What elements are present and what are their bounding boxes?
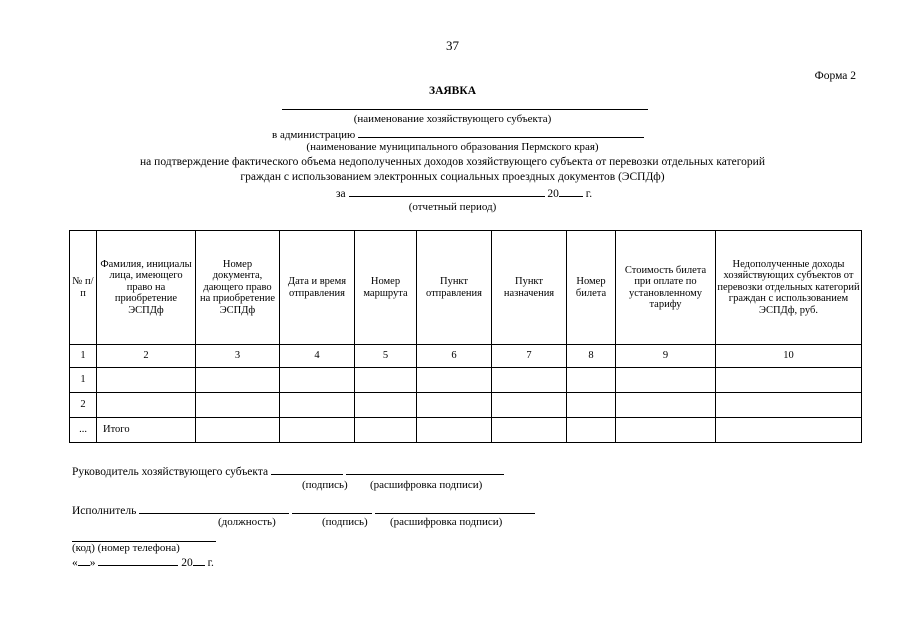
row-number: ... <box>70 418 97 443</box>
table-row <box>70 368 862 393</box>
column-number: 10 <box>716 345 862 368</box>
head-decode-field[interactable] <box>346 464 504 475</box>
column-number: 5 <box>355 345 417 368</box>
executor-position-field[interactable] <box>139 503 289 514</box>
table-cell[interactable] <box>417 393 492 418</box>
date-year: 20 <box>181 557 193 569</box>
executor-sign-field[interactable] <box>292 503 372 514</box>
phone-field[interactable] <box>72 533 216 542</box>
period-suffix: г. <box>585 188 593 200</box>
table-cell[interactable] <box>492 368 567 393</box>
purpose-line-2: граждан с использованием электронных социальных проездных документов (ЭСПДф) <box>240 171 665 183</box>
table-cell[interactable] <box>616 418 716 443</box>
table-cell[interactable] <box>280 393 355 418</box>
admin-field[interactable] <box>358 127 644 138</box>
subject-name-hint: (наименование хозяйствующего субъекта) <box>353 113 552 125</box>
column-number: 8 <box>567 345 616 368</box>
head-signature-row <box>72 464 504 478</box>
row-number: 1 <box>70 368 97 393</box>
form-title: ЗАЯВКА <box>429 85 476 97</box>
header-cell: Пункт назначения <box>492 231 567 345</box>
column-number: 1 <box>70 345 97 368</box>
period-row <box>336 186 592 200</box>
header-cell: № п/п <box>70 231 97 345</box>
table-cell[interactable] <box>280 368 355 393</box>
table-cell[interactable] <box>492 418 567 443</box>
table-cell[interactable] <box>616 393 716 418</box>
table-cell[interactable] <box>716 418 862 443</box>
table-cell[interactable] <box>280 418 355 443</box>
table-cell[interactable] <box>97 368 196 393</box>
total-label: Итого <box>97 418 196 443</box>
header-cell: Номер документа, дающего право на приобретение ЭСПДф <box>196 231 280 345</box>
executor-decode-field[interactable] <box>375 503 535 514</box>
table-cell[interactable] <box>355 368 417 393</box>
header-cell: Пункт отправления <box>417 231 492 345</box>
header-cell: Дата и время отправления <box>280 231 355 345</box>
municipal-hint: (наименование муниципального образования Пермского края) <box>306 141 599 153</box>
subject-name-field[interactable] <box>282 99 648 110</box>
date-day-field[interactable] <box>78 555 90 566</box>
admin-row <box>272 127 644 141</box>
table-cell[interactable] <box>196 393 280 418</box>
column-number: 4 <box>280 345 355 368</box>
column-number: 7 <box>492 345 567 368</box>
head-label: Руководитель хозяйствующего субъекта <box>72 466 269 478</box>
exec-sign-hint: (подпись) <box>322 516 368 528</box>
period-field[interactable] <box>349 186 545 197</box>
date-row <box>72 555 214 569</box>
period-prefix: за <box>336 188 346 200</box>
column-number-row <box>70 345 862 368</box>
header-cell: Номер маршрута <box>355 231 417 345</box>
date-month-field[interactable] <box>98 555 178 566</box>
period-year-field[interactable] <box>559 186 583 197</box>
header-cell: Недополученные доходы хозяйствующих субъектов от перевозки отдельных категорий граждан с использованием ЭСПДф, руб. <box>716 231 862 345</box>
table-cell[interactable] <box>97 393 196 418</box>
phone-hint: (код) (номер телефона) <box>72 542 180 554</box>
table-cell[interactable] <box>417 368 492 393</box>
executor-signature-row <box>72 503 535 517</box>
head-sign-field[interactable] <box>271 464 343 475</box>
table-cell[interactable] <box>567 418 616 443</box>
table-cell[interactable] <box>716 368 862 393</box>
claims-table <box>69 230 862 443</box>
table-cell[interactable] <box>196 418 280 443</box>
column-number: 9 <box>616 345 716 368</box>
table-cell[interactable] <box>492 393 567 418</box>
head-sign-hint: (подпись) <box>302 479 348 491</box>
header-cell: Фамилия, инициалы лица, имеющего право на приобретение ЭСПДф <box>97 231 196 345</box>
date-open-quote: « <box>72 557 78 569</box>
column-number: 3 <box>196 345 280 368</box>
row-number: 2 <box>70 393 97 418</box>
date-year-field[interactable] <box>193 555 205 566</box>
date-suffix: г. <box>207 557 214 569</box>
admin-label: в администрацию <box>272 129 356 141</box>
page-number: 37 <box>446 38 459 53</box>
table-row <box>70 393 862 418</box>
table-cell[interactable] <box>567 393 616 418</box>
executor-label: Исполнитель <box>72 505 137 517</box>
table-cell[interactable] <box>616 368 716 393</box>
table-total-row <box>70 418 862 443</box>
date-close-quote: » <box>89 557 96 569</box>
exec-decode-hint: (расшифровка подписи) <box>390 516 503 528</box>
header-cell: Номер билета <box>567 231 616 345</box>
column-number: 2 <box>97 345 196 368</box>
period-year: 20 <box>547 188 559 200</box>
table-cell[interactable] <box>355 418 417 443</box>
form-label: Форма 2 <box>814 70 856 82</box>
table-cell[interactable] <box>196 368 280 393</box>
head-decode-hint: (расшифровка подписи) <box>370 479 483 491</box>
table-cell[interactable] <box>417 418 492 443</box>
table-cell[interactable] <box>716 393 862 418</box>
column-number: 6 <box>417 345 492 368</box>
exec-position-hint: (должность) <box>218 516 276 528</box>
purpose-line-1: на подтверждение фактического объема недополученных доходов хозяйствующего субъекта от перевозки отдельных категорий <box>140 156 765 168</box>
table-cell[interactable] <box>355 393 417 418</box>
period-hint: (отчетный период) <box>408 201 497 213</box>
table-cell[interactable] <box>567 368 616 393</box>
header-cell: Стоимость билета при оплате по установленному тарифу <box>616 231 716 345</box>
table-header-row <box>70 231 862 345</box>
